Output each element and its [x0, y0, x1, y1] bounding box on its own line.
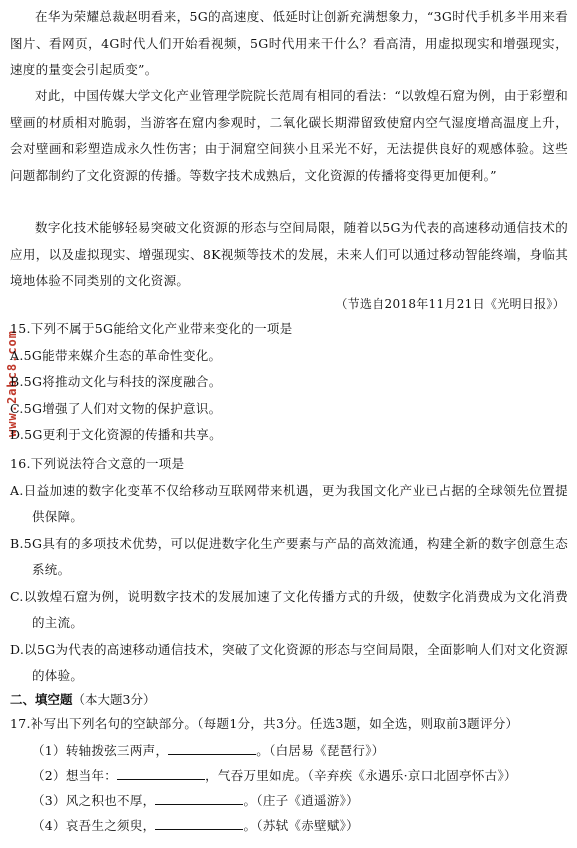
- question-16-stem: 16.下列说法符合文意的一项是: [10, 456, 185, 471]
- question-17-item-1: [10, 738, 568, 763]
- item-2-suffix: ，气吞万里如虎。（辛弃疾《永遇乐·京口北固亭怀古》）: [205, 767, 517, 783]
- item-2-answer-blank[interactable]: [117, 767, 205, 780]
- item-3-answer-blank[interactable]: [155, 792, 243, 805]
- question-16-option-d: D.以5G为代表的高速移动通信技术，突破了文化资源的形态与空间局限，全面影响人们对文化资源的体验。: [10, 641, 568, 683]
- passage-paragraph-2: 对此，中国传媒大学文化产业管理学院院长范周有相同的看法：“以敦煌石窟为例，由于彩塑和壁画的材质相对脆弱，当游客在窟内参观时，二氧化碳长期滞留致使窟内空气湿度增高温度上升，会对壁画和彩塑造成永久性伤害；由于洞窟空间狭小且采光不好，无法提供良好的观感体验。这些问题都制约了文化资源的传播。等数字技术成熟后，文化资源的传播将变得更加便利。”: [10, 88, 568, 183]
- section-2-title: 二、填空题: [10, 692, 73, 707]
- item-4-suffix: 。（苏轼《赤壁赋》）: [243, 817, 359, 833]
- item-1-suffix: 。（白居易《琵琶行》）: [256, 742, 385, 758]
- question-17: [10, 711, 568, 838]
- question-15-option-d: D.5G更利于文化资源的传播和共享。: [10, 427, 222, 442]
- question-17-item-3: [10, 788, 568, 813]
- passage-source: （节选自2018年11月21日《光明日报》）: [335, 297, 565, 311]
- item-4-answer-blank[interactable]: [155, 817, 243, 830]
- question-17-item-2: [10, 763, 568, 788]
- item-2-prefix: （2）想当年：: [32, 767, 118, 783]
- section-2-subtitle: （本大题3分）: [72, 692, 156, 707]
- item-3-prefix: （3）风之积也不厚，: [32, 792, 156, 808]
- question-16-option-a: A.日益加速的数字化变革不仅给移动互联网带来机遇，更为我国文化产业已占据的全球领先位置提供保障。: [10, 482, 568, 524]
- passage-paragraph-3: 数字化技术能够轻易突破文化资源的形态与空间局限，随着以5G为代表的高速移动通信技术的应用，以及虚拟现实、增强现实、8K视频等技术的发展，未来人们可以通过移动智能终端，身临其境地体验不同类别的文化资源。: [10, 220, 568, 288]
- question-15-stem: 15.下列不属于5G能给文化产业带来变化的一项是: [10, 321, 293, 336]
- question-16: [10, 451, 568, 690]
- question-16-option-c: C.以敦煌石窟为例，说明数字技术的发展加速了文化传播方式的升级，使数字化消费成为文化消费的主流。: [10, 588, 568, 630]
- item-1-prefix: （1）转轴拨弦三两声，: [32, 742, 169, 758]
- item-1-answer-blank[interactable]: [168, 742, 256, 755]
- question-15-option-a: A.5G能带来媒介生态的革命性变化。: [10, 347, 222, 363]
- item-3-suffix: 。（庄子《逍遥游》）: [243, 792, 359, 808]
- question-15-option-c: C.5G增强了人们对文物的保护意识。: [10, 400, 222, 416]
- passage-paragraph-1: 在华为荣耀总裁赵明看来，5G的高速度、低延时让创新充满想象力，“3G时代手机多半用来看图片、看网页，4G时代人们开始看视频，5G时代用来干什么？看高清，用虚拟现实和增强现实，速度的量变会引起质变”。: [10, 9, 568, 77]
- question-16-option-b: B.5G具有的多项技术优势，可以促进数字化生产要素与产品的高效流通，构建全新的数字创意生态系统。: [10, 535, 568, 577]
- section-2-heading: [10, 689, 155, 711]
- watermark: www.2abc8.com: [5, 330, 19, 437]
- question-17-stem: 17.补写出下列名句的空缺部分。（每题1分，共3分。任选3题，如全选，则取前3题评分）: [10, 716, 519, 731]
- item-4-prefix: （4）哀吾生之须臾，: [32, 817, 156, 833]
- question-15: [10, 316, 568, 449]
- question-17-item-4: [10, 813, 568, 838]
- question-15-option-b: B.5G将推动文化与科技的深度融合。: [10, 374, 222, 389]
